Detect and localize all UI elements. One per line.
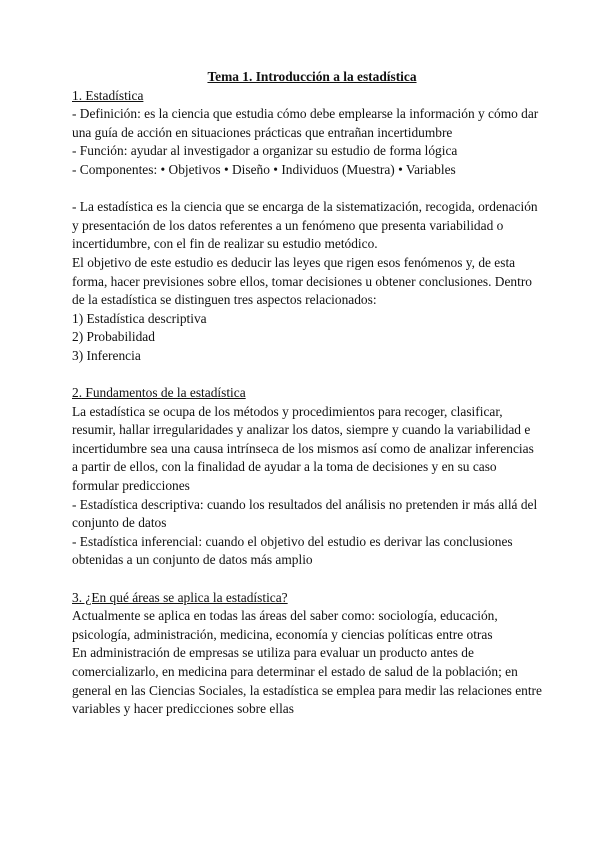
applications-paragraph: En administración de empresas se utiliza para evaluar un producto antes de comercializarlo, en medicina para determinar el estado de salud de la población; en general en las Ciencias Sociales, la estadística se emplea para medir las relaciones entre variables y hacer predicciones sobre ellas [72, 645, 542, 717]
aspect-item: 1) Estadística descriptiva [72, 310, 207, 326]
statistics-description: - La estadística es la ciencia que se encarga de la sistematización, recogida, ordenación y presentación de los datos referentes a un fenómeno que presenta variabilidad o incertidumbre, con el fin de realizar su estudio metódico. [72, 199, 538, 252]
fundamentals-paragraph: La estadística se ocupa de los métodos y procedimientos para recoger, clasificar, resumir, hallar irregularidades y analizar los datos, siempre y cuando la variabilidad e incertidumbre sea una causa intrínseca de los mismos así como de analizar inferencias a partir de ellos, con la finalidad de ayudar a la toma de decisiones y en su caso formular predicciones [72, 403, 534, 494]
descriptive-statistics-line: - Estadística descriptiva: cuando los resultados del análisis no pretenden ir más allá del conjunto de datos [72, 496, 538, 531]
definition-line: - Definición: es la ciencia que estudia cómo debe emplearse la información y cómo dar una guía de acción en situaciones prácticas que entrañan incertidumbre [72, 106, 539, 140]
areas-paragraph: Actualmente se aplica en todas las áreas del saber como: sociología, educación, psicología, administración, medicina, economía y ciencias políticas entre otras [72, 608, 498, 642]
study-objective: El objetivo de este estudio es deducir las leyes que rigen esos fenómenos y, de esta forma, hacer previsiones sobre ellos, tomar decisiones u obtener conclusiones. Dentro de la estadística se distinguen tres aspectos relacionados: [72, 254, 532, 308]
section-heading-areas: 3. ¿En qué áreas se aplica la estadística? [72, 589, 288, 605]
inferential-statistics-line: - Estadística inferencial: cuando el objetivo del estudio es derivar las conclusiones obtenidas a un conjunto de datos más amplio [72, 533, 513, 568]
components-line: - Componentes: • Objetivos • Diseño • Individuos (Muestra) • Variables [72, 161, 456, 177]
document-title: Tema 1. Introducción a la estadística [207, 69, 417, 84]
section-heading-estadistica: 1. Estadística [72, 87, 144, 103]
aspect-item: 3) Inferencia [72, 347, 141, 363]
function-line: - Función: ayudar al investigador a organizar su estudio de forma lógica [72, 143, 458, 159]
aspect-item: 2) Probabilidad [72, 329, 155, 345]
section-heading-fundamentos: 2. Fundamentos de la estadística [72, 385, 246, 401]
document-page [72, 68, 542, 719]
